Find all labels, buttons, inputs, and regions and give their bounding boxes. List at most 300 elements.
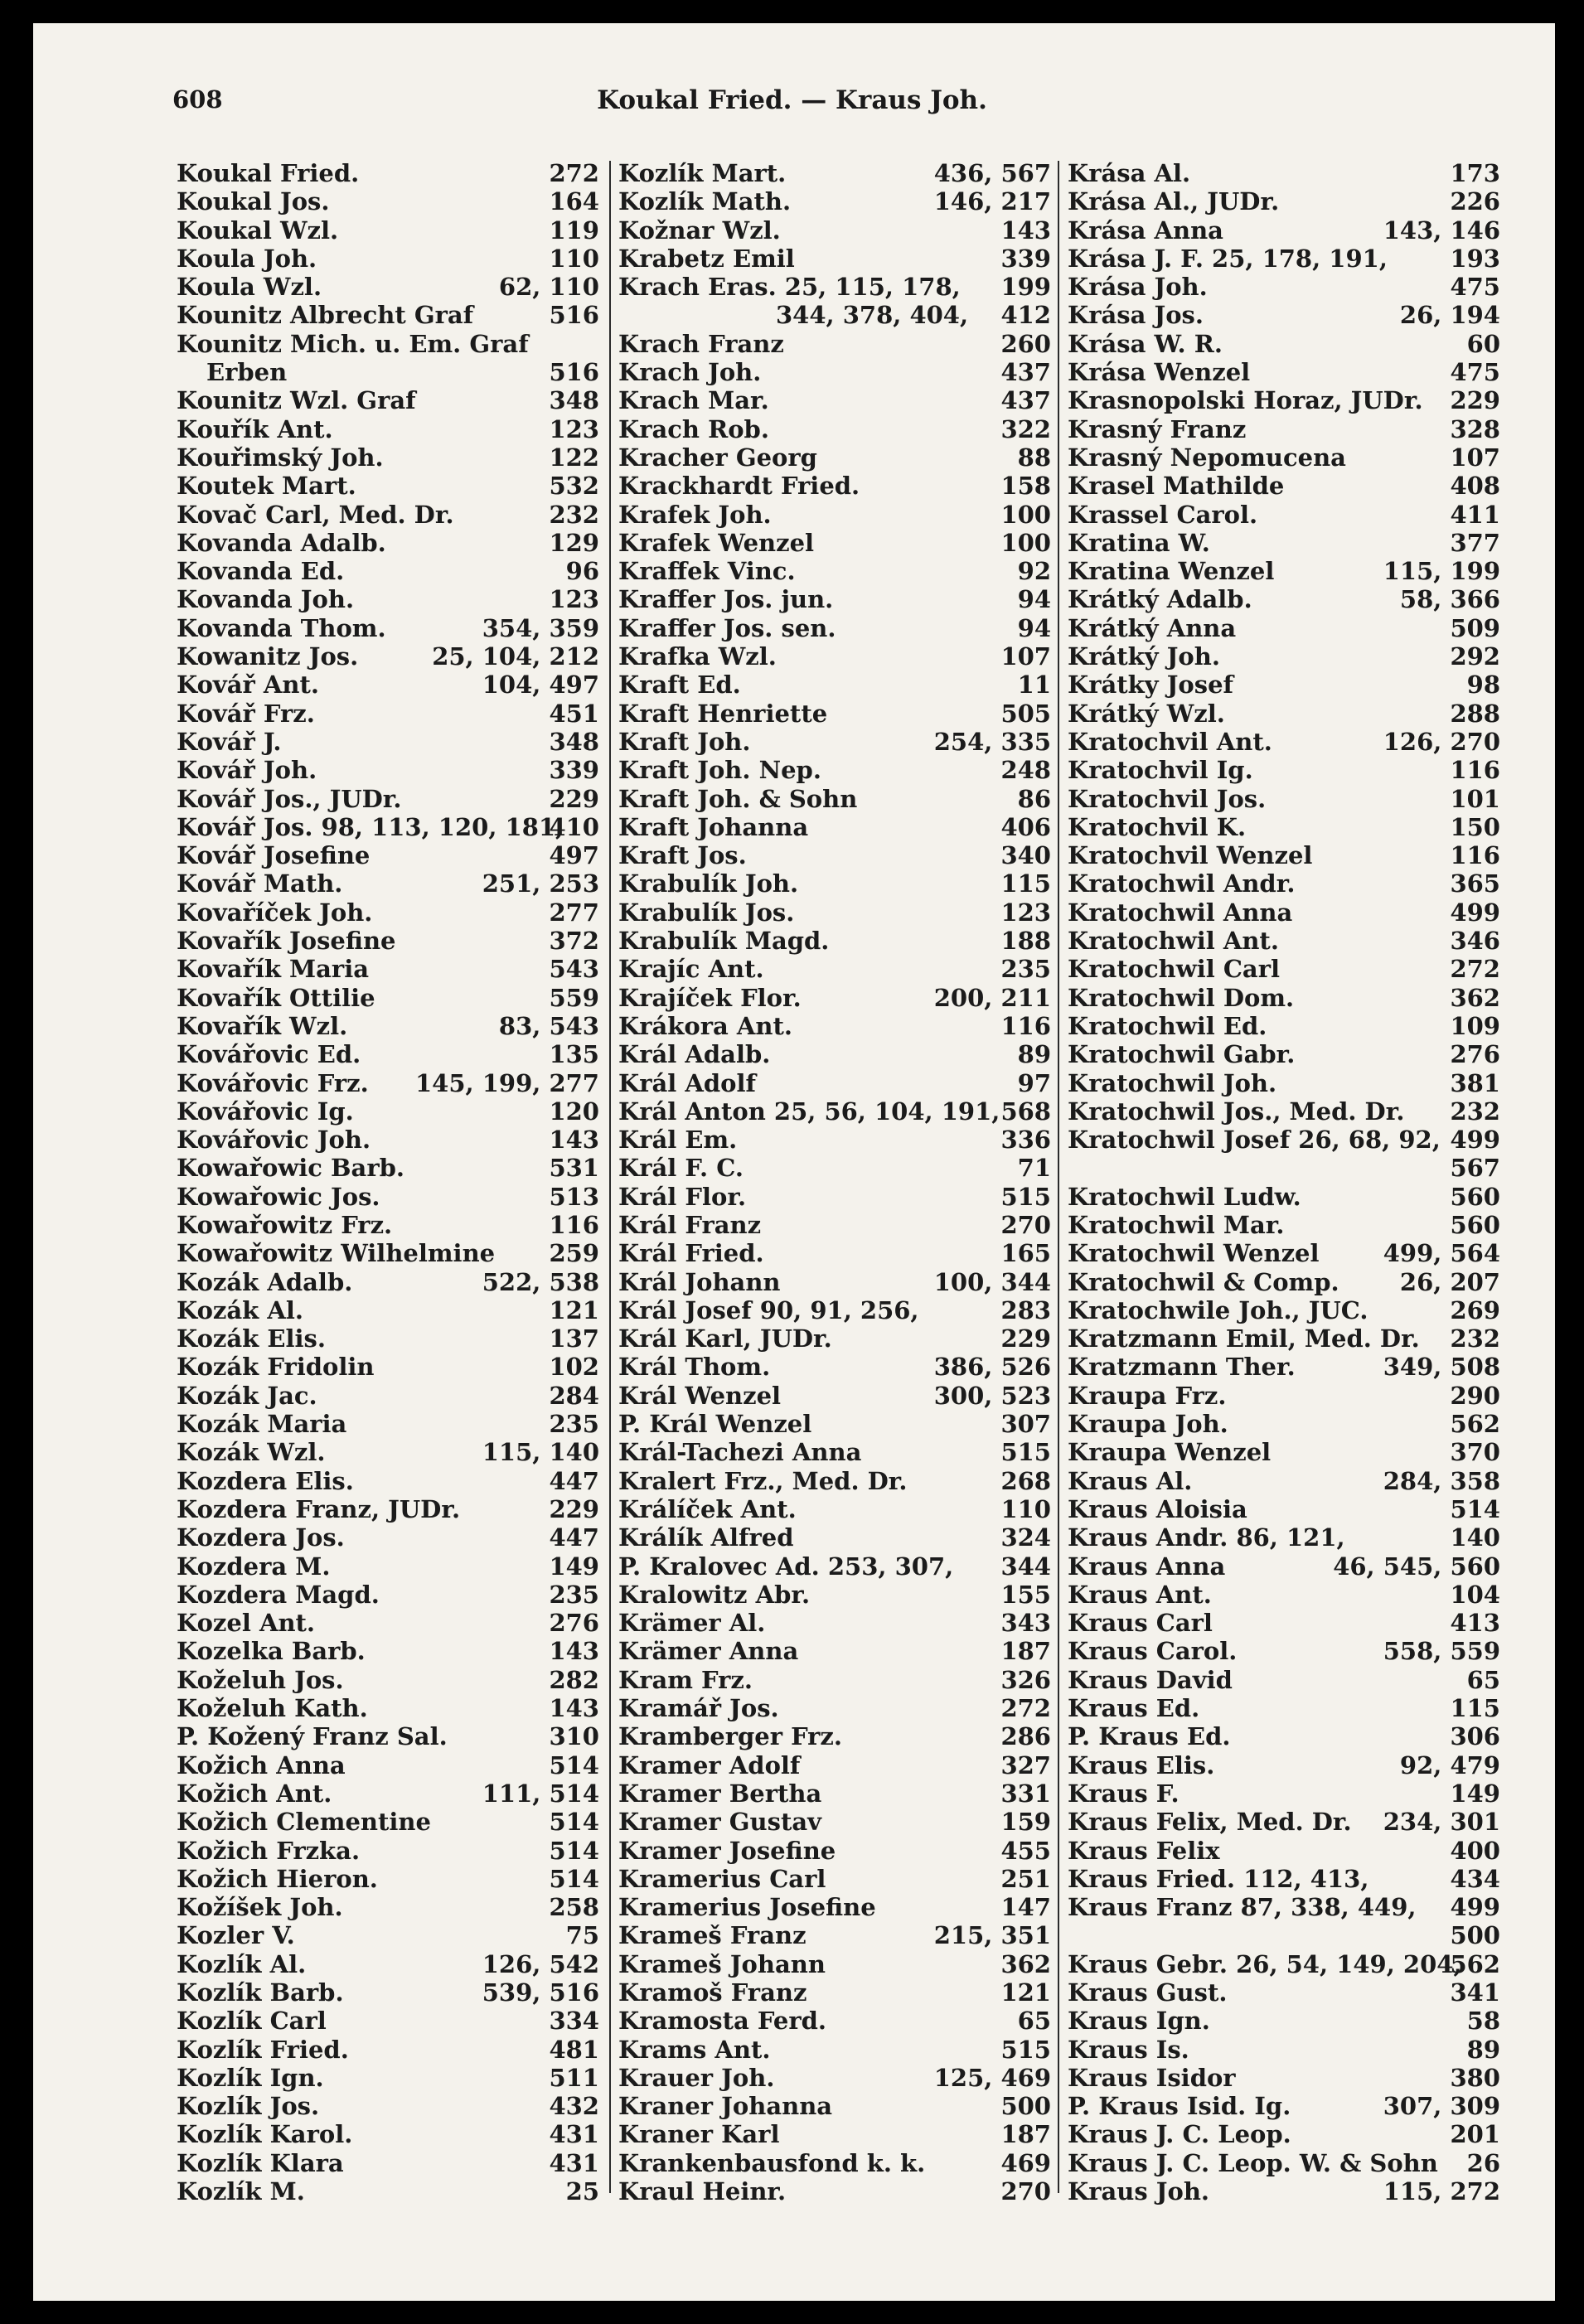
entry-name: Král Wenzel: [618, 1381, 782, 1410]
entry-name: Kramoš Franz: [618, 1978, 807, 2007]
entry-name: Krach Joh.: [618, 358, 762, 387]
entry-name: Kraus Felix: [1068, 1836, 1220, 1865]
index-entry: [1068, 1722, 1500, 1750]
entry-pages: 248: [1000, 756, 1051, 785]
entry-pages: 516: [549, 301, 599, 330]
entry-pages: 155: [1000, 1580, 1051, 1609]
entry-pages: 499: [1450, 898, 1500, 927]
entry-name: Kraus Ign.: [1068, 2007, 1210, 2036]
index-entry: [618, 2120, 1051, 2148]
entry-pages: 258: [549, 1893, 599, 1922]
entry-name: Král Franz: [618, 1210, 762, 1239]
entry-pages: 447: [549, 1466, 599, 1495]
entry-name: Kramerius Josefine: [618, 1893, 876, 1922]
index-entry: [177, 1893, 599, 1921]
entry-pages: 344: [1000, 1552, 1051, 1581]
running-head: Koukal Fried. — Kraus Joh.: [597, 85, 987, 115]
index-entry: [1068, 955, 1500, 983]
index-entry: [177, 1268, 599, 1296]
index-entry: [1068, 216, 1500, 245]
entry-pages: 539, 516: [482, 1978, 599, 2007]
entry-name: Kounitz Wzl. Graf: [177, 386, 416, 415]
entry-pages: 336: [1000, 1126, 1051, 1155]
entry-name: Kratzmann Ther.: [1068, 1353, 1296, 1382]
entry-name: Kratochvil Ant.: [1068, 727, 1272, 756]
index-entry: [618, 216, 1051, 245]
entry-name: Krankenbausfond k. k.: [618, 2148, 926, 2177]
entry-name: Kratochwil Ed.: [1068, 1011, 1267, 1040]
index-entry: [618, 1751, 1051, 1779]
entry-pages: 104, 497: [482, 671, 599, 700]
index-entry: [1068, 2177, 1500, 2205]
entry-name: Krabulík Jos.: [618, 898, 795, 927]
index-entry: [1068, 728, 1500, 756]
entry-name: Kounitz Mich. u. Em. Graf: [177, 329, 529, 358]
index-entry: [618, 415, 1051, 443]
entry-name: Kozdera Jos.: [177, 1523, 345, 1552]
entry-pages: 229: [549, 784, 599, 813]
index-entry: [1068, 1324, 1500, 1353]
entry-pages: 300, 523: [933, 1381, 1051, 1410]
index-entry: [1068, 671, 1500, 699]
index-entry: [1068, 529, 1500, 557]
entry-name: Krasný Nepomucena: [1068, 443, 1346, 472]
index-entry: [618, 2064, 1051, 2092]
index-entry: [618, 614, 1051, 642]
entry-name: Kozák Adalb.: [177, 1267, 353, 1296]
entry-pages: 514: [1450, 1494, 1500, 1523]
entry-pages: 307: [1000, 1410, 1051, 1439]
entry-name: Králíček Ant.: [618, 1494, 797, 1523]
entry-name: Kozlík Carl: [177, 2007, 327, 2036]
index-entry: [1068, 1126, 1500, 1154]
index-entry: [618, 301, 1051, 329]
index-entry: [1068, 1751, 1500, 1779]
entry-pages: 143, 146: [1383, 215, 1500, 245]
entry-name: Kratochwile Joh., JUC.: [1068, 1295, 1368, 1324]
index-entry: [1068, 1609, 1500, 1637]
entry-pages: 451: [549, 699, 599, 728]
index-entry: [618, 1211, 1051, 1239]
entry-pages: 123: [1000, 898, 1051, 927]
index-entry: [618, 1154, 1051, 1182]
index-entry: [1068, 187, 1500, 215]
entry-name: Kožich Ant.: [177, 1779, 332, 1808]
entry-name: Koutek Mart.: [177, 472, 356, 501]
entry-name: Kraus Ant.: [1068, 1580, 1212, 1609]
entry-name: Kram Frz.: [618, 1665, 753, 1694]
entry-name: Kraus Gebr. 26, 54, 149, 204,: [1068, 1949, 1462, 1978]
entry-name: Král Flor.: [618, 1182, 747, 1211]
entry-name: Kraus Anna: [1068, 1552, 1226, 1581]
index-entry: [177, 1552, 599, 1581]
entry-name: P. Kraus Isid. Ig.: [1068, 2092, 1291, 2121]
entry-pages: 272: [549, 159, 599, 187]
entry-name: Kowařowic Barb.: [177, 1154, 404, 1183]
index-entry: [618, 557, 1051, 585]
index-entry: [618, 245, 1051, 273]
index-entry: [618, 841, 1051, 869]
index-entry: [177, 1154, 599, 1182]
entry-name: Krach Eras. 25, 115, 178,: [618, 273, 961, 302]
index-entry: [1068, 472, 1500, 500]
entry-pages: 234, 301: [1383, 1808, 1500, 1837]
index-entry: [177, 330, 599, 358]
entry-pages: 310: [549, 1722, 599, 1751]
entry-name: Krátký Joh.: [1068, 642, 1220, 671]
entry-name: Kounitz Albrecht Graf: [177, 301, 474, 330]
entry-pages: 560: [1450, 1210, 1500, 1239]
index-entry: [1068, 159, 1500, 187]
entry-pages: 362: [1000, 1949, 1051, 1978]
index-entry: [177, 2064, 599, 2092]
entry-name: Kozlík Ign.: [177, 2063, 324, 2092]
entry-pages: 101: [1450, 784, 1500, 813]
index-entry: [177, 1921, 599, 1949]
index-entry: [618, 1637, 1051, 1665]
entry-pages: 232: [549, 500, 599, 529]
entry-name: Kovařík Maria: [177, 955, 370, 984]
entry-pages: 500: [1450, 1921, 1500, 1950]
entry-name: Kovářovic Ig.: [177, 1097, 354, 1126]
index-entry: [618, 728, 1051, 756]
index-entry: [177, 927, 599, 955]
entry-name: Kovařík Josefine: [177, 927, 396, 956]
index-entry: [177, 1097, 599, 1126]
index-entry: [1068, 700, 1500, 728]
index-entry: [177, 1410, 599, 1438]
index-entry: [618, 1495, 1051, 1523]
entry-pages: 284: [549, 1381, 599, 1410]
entry-pages: 140: [1450, 1523, 1500, 1552]
index-entry: [618, 1268, 1051, 1296]
entry-name: Krach Franz: [618, 329, 784, 358]
entry-name: Kovanda Joh.: [177, 585, 355, 614]
entry-name: Kozlík Jos.: [177, 2092, 320, 2121]
entry-pages: 276: [549, 1609, 599, 1638]
index-entry: [1068, 1467, 1500, 1495]
entry-pages: 324: [1000, 1523, 1051, 1552]
entry-name: Koukal Wzl.: [177, 215, 339, 245]
index-entry: [618, 1837, 1051, 1865]
index-entry: [1068, 756, 1500, 784]
entry-name: P. Kralovec Ad. 253, 307,: [618, 1552, 954, 1581]
index-entry: [177, 2036, 599, 2064]
entry-name: Kozel Ant.: [177, 1609, 316, 1638]
index-entry: [177, 472, 599, 500]
entry-pages: 125, 469: [933, 2063, 1051, 2092]
entry-pages: 381: [1450, 1068, 1500, 1097]
index-entry: [618, 2007, 1051, 2035]
entry-pages: 328: [1450, 414, 1500, 443]
index-entry: [1068, 2149, 1500, 2177]
entry-name: Kramer Adolf: [618, 1750, 801, 1779]
entry-pages: 434: [1450, 1864, 1500, 1893]
entry-name: Kramerius Carl: [618, 1864, 826, 1893]
entry-name: Král-Tachezi Anna: [618, 1438, 862, 1467]
index-entry: [1068, 1637, 1500, 1665]
index-entry: [177, 1978, 599, 2007]
index-entry: [177, 386, 599, 414]
index-entry: [177, 869, 599, 898]
entry-pages: 173: [1450, 159, 1500, 187]
entry-name: Krátky Josef: [1068, 671, 1234, 700]
index-entry: [1068, 585, 1500, 613]
index-entry: [1068, 1438, 1500, 1466]
entry-pages: 115, 199: [1383, 557, 1500, 586]
entry-name: Král Adalb.: [618, 1040, 771, 1069]
index-entry: [618, 700, 1051, 728]
index-entry: [1068, 869, 1500, 898]
entry-pages: 515: [1000, 2035, 1051, 2064]
entry-pages: 97: [1017, 1068, 1051, 1097]
index-entry: [1068, 785, 1500, 813]
entry-name: P. Kraus Ed.: [1068, 1722, 1231, 1751]
entry-pages: 188: [1000, 927, 1051, 956]
index-entry: [1068, 1893, 1500, 1921]
index-entry: [177, 501, 599, 529]
index-entry: [177, 1126, 599, 1154]
index-entry: [618, 1382, 1051, 1410]
index-entry: [618, 1552, 1051, 1581]
entry-name: Kraus J. C. Leop.: [1068, 2120, 1291, 2149]
index-entry: [1068, 2007, 1500, 2035]
index-entry: [618, 1921, 1051, 1949]
entry-pages: 98: [1466, 671, 1500, 700]
index-entry: [177, 1950, 599, 1978]
index-entry: [1068, 501, 1500, 529]
entry-name: Kratina Wenzel: [1068, 557, 1275, 586]
index-entry: [177, 728, 599, 756]
index-entry: [1068, 1495, 1500, 1523]
index-entry: [618, 1722, 1051, 1750]
entry-name: Kovač Carl, Med. Dr.: [177, 500, 454, 529]
entry-pages: 377: [1450, 528, 1500, 557]
entry-name: Krafka Wzl.: [618, 642, 777, 671]
entry-pages: 146, 217: [933, 187, 1051, 216]
entry-name: Kozlík Klara: [177, 2148, 344, 2177]
entry-name: Krasný Franz: [1068, 414, 1247, 443]
index-entry: [1068, 1154, 1500, 1182]
entry-name: Kovanda Thom.: [177, 613, 386, 642]
entry-pages: 431: [549, 2120, 599, 2149]
entry-pages: 104: [1450, 1580, 1500, 1609]
entry-name: Kraus Felix, Med. Dr.: [1068, 1808, 1352, 1837]
entry-name: Kozlík Fried.: [177, 2035, 349, 2064]
entry-pages: 543: [549, 955, 599, 984]
entry-pages: 150: [1450, 812, 1500, 841]
index-entry: [177, 1353, 599, 1381]
entry-pages: 254, 335: [933, 727, 1051, 756]
index-entry: [1068, 2092, 1500, 2120]
index-entry: [618, 159, 1051, 187]
index-entry: [1068, 1211, 1500, 1239]
index-entry: [618, 187, 1051, 215]
entry-pages: 235: [549, 1580, 599, 1609]
entry-pages: 568: [1000, 1097, 1051, 1126]
entry-name: Krabulík Joh.: [618, 869, 799, 898]
entry-pages: 159: [1000, 1808, 1051, 1837]
entry-name: Kovaříček Joh.: [177, 898, 373, 927]
index-entry: [618, 1467, 1051, 1495]
entry-name: Kraus Is.: [1068, 2035, 1189, 2064]
entry-pages: 116: [1450, 841, 1500, 870]
entry-name: Kozák Al.: [177, 1295, 303, 1324]
index-entry: [177, 1040, 599, 1068]
entry-name: Kowařowitz Frz.: [177, 1210, 393, 1239]
entry-name: Kraus Fried. 112, 413,: [1068, 1864, 1369, 1893]
entry-name: Krauer Joh.: [618, 2063, 775, 2092]
entry-pages: 259: [549, 1239, 599, 1268]
index-entry: [1068, 984, 1500, 1012]
entry-pages: 123: [549, 585, 599, 614]
entry-pages: 284, 358: [1383, 1466, 1500, 1495]
index-entry: [618, 2092, 1051, 2120]
index-entry: [177, 358, 599, 386]
entry-pages: 413: [1450, 1609, 1500, 1638]
entry-pages: 145, 199, 277: [415, 1068, 599, 1097]
entry-pages: 115, 140: [482, 1438, 599, 1467]
entry-name: Kraupa Frz.: [1068, 1381, 1227, 1410]
entry-pages: 251: [1000, 1864, 1051, 1893]
entry-name: Král Karl, JUDr.: [618, 1324, 832, 1353]
entry-pages: 276: [1450, 1040, 1500, 1069]
entry-name: Kratochwil Wenzel: [1068, 1239, 1320, 1268]
entry-pages: 348: [549, 386, 599, 415]
index-entry: [618, 1069, 1051, 1097]
index-entry: [177, 1666, 599, 1694]
entry-pages: 511: [549, 2063, 599, 2092]
entry-name: Krása Al., JUDr.: [1068, 187, 1280, 216]
entry-pages: 62, 110: [498, 273, 599, 302]
index-entry: [618, 1978, 1051, 2007]
index-entry: [177, 841, 599, 869]
index-entry: [618, 1808, 1051, 1836]
index-entry: [1068, 1296, 1500, 1324]
entry-name: Kovařík Wzl.: [177, 1011, 348, 1040]
entry-pages: 129: [549, 528, 599, 557]
index-entry: [618, 1296, 1051, 1324]
entry-name: Kovanda Ed.: [177, 557, 345, 586]
entry-pages: 149: [549, 1552, 599, 1581]
entry-name: Kraus F.: [1068, 1779, 1180, 1808]
entry-name: Kowařowic Jos.: [177, 1182, 380, 1211]
entry-pages: 562: [1450, 1410, 1500, 1439]
entry-name: Kralert Frz., Med. Dr.: [618, 1466, 908, 1495]
entry-pages: 532: [549, 472, 599, 501]
entry-pages: 100: [1000, 500, 1051, 529]
entry-pages: 102: [549, 1353, 599, 1382]
entry-name: Kozelka Barb.: [177, 1637, 366, 1666]
entry-name: Kratochwil Jos., Med. Dr.: [1068, 1097, 1405, 1126]
entry-name: Král Adolf: [618, 1068, 756, 1097]
index-entry: [618, 1239, 1051, 1267]
entry-pages: 362: [1450, 983, 1500, 1012]
entry-name: Kraft Joh. & Sohn: [618, 784, 858, 813]
index-entry: [177, 1637, 599, 1665]
index-entry: [177, 443, 599, 472]
index-entry: [177, 642, 599, 671]
entry-name: Kovářovic Frz.: [177, 1068, 369, 1097]
entry-pages: 290: [1450, 1381, 1500, 1410]
entry-name: P. Kožený Franz Sal.: [177, 1722, 448, 1751]
entry-pages: 75: [565, 1921, 599, 1950]
index-entry: [177, 159, 599, 187]
entry-pages: 229: [549, 1494, 599, 1523]
index-entry: [177, 1382, 599, 1410]
index-entry: [177, 700, 599, 728]
index-entry: [618, 472, 1051, 500]
index-entry: [177, 1495, 599, 1523]
entry-name: Králík Alfred: [618, 1523, 794, 1552]
entry-name: Krameš Franz: [618, 1921, 807, 1950]
index-entry: [177, 785, 599, 813]
entry-name: Krátký Adalb.: [1068, 585, 1252, 614]
entry-name: Krákora Ant.: [618, 1011, 792, 1040]
entry-pages: 272: [1450, 955, 1500, 984]
entry-pages: 187: [1000, 2120, 1051, 2149]
index-entry: [177, 1211, 599, 1239]
entry-pages: 499, 564: [1383, 1239, 1500, 1268]
index-entry: [1068, 1694, 1500, 1722]
entry-name: Kouřimský Joh.: [177, 443, 384, 472]
entry-name: Kovář Jos., JUDr.: [177, 784, 402, 813]
entry-pages: 83, 543: [498, 1011, 599, 1040]
entry-name: Kratochvil K.: [1068, 812, 1247, 841]
index-entry: [618, 785, 1051, 813]
entry-name: Krása J. F. 25, 178, 191,: [1068, 244, 1388, 273]
index-entry: [618, 1438, 1051, 1466]
entry-name: Kraus Isidor: [1068, 2063, 1236, 2092]
entry-name: Kraus Aloisia: [1068, 1494, 1247, 1523]
entry-pages: 215, 351: [933, 1921, 1051, 1950]
entry-pages: 499: [1450, 1893, 1500, 1922]
index-entry: [177, 585, 599, 613]
index-entry: [618, 1012, 1051, 1040]
entry-pages: 11: [1017, 671, 1051, 700]
entry-pages: 349, 508: [1383, 1353, 1500, 1382]
index-entry: [177, 1722, 599, 1750]
index-entry: [1068, 1268, 1500, 1296]
entry-name: Král Em.: [618, 1126, 738, 1155]
entry-pages: 116: [1000, 1011, 1051, 1040]
entry-pages: 26: [1466, 2148, 1500, 2177]
entry-pages: 410: [549, 812, 599, 841]
entry-name: Krabetz Emil: [618, 244, 795, 273]
index-entry: [1068, 1353, 1500, 1381]
entry-name: Kovář Math.: [177, 869, 343, 898]
entry-name: Kožíšek Joh.: [177, 1893, 343, 1922]
entry-pages: 60: [1466, 329, 1500, 358]
entry-pages: 119: [549, 215, 599, 245]
entry-pages: 94: [1017, 613, 1051, 642]
index-entry: [618, 1609, 1051, 1637]
entry-name: Krackhardt Fried.: [618, 472, 860, 501]
index-column-2: [618, 159, 1051, 2205]
entry-pages: 515: [1000, 1182, 1051, 1211]
entry-pages: 386, 526: [933, 1353, 1051, 1382]
entry-pages: 515: [1000, 1438, 1051, 1467]
entry-pages: 372: [549, 927, 599, 956]
index-entry: [618, 330, 1051, 358]
entry-pages: 126, 270: [1383, 727, 1500, 756]
entry-name: Koukal Jos.: [177, 187, 330, 216]
entry-pages: 370: [1450, 1438, 1500, 1467]
entry-name: Kraus J. C. Leop. W. & Sohn: [1068, 2148, 1438, 2177]
index-entry: [1068, 1239, 1500, 1267]
entry-pages: 58: [1466, 2007, 1500, 2036]
page-number: 608: [172, 85, 223, 114]
